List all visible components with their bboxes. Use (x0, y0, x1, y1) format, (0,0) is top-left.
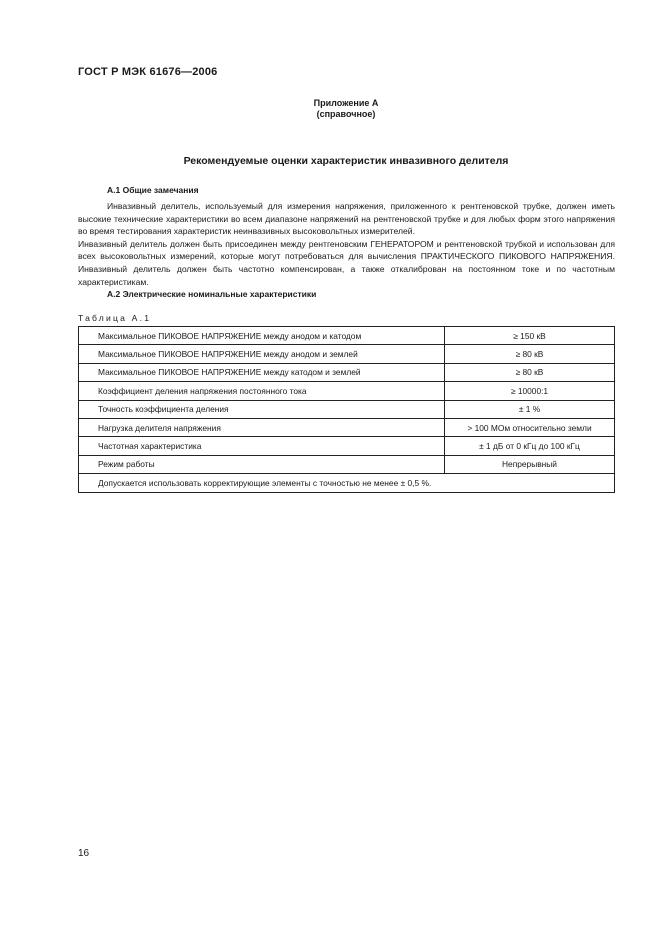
param-cell: Максимальное ПИКОВОЕ НАПРЯЖЕНИЕ между анодом и катодом (79, 327, 445, 345)
value-cell: ± 1 % (445, 400, 615, 418)
specs-table (78, 326, 615, 493)
table-row (79, 418, 615, 436)
param-cell: Коэффициент деления напряжения постоянного тока (79, 382, 445, 400)
document-header: ГОСТ Р МЭК 61676—2006 (78, 66, 218, 78)
param-cell: Нагрузка делителя напряжения (79, 418, 445, 436)
value-cell: ≥ 10000:1 (445, 382, 615, 400)
section-a1-heading: А.1 Общие замечания (107, 185, 199, 195)
paragraph-general-1: Инвазивный делитель, используемый для измерения напряжения, приложенного к рентгеновской трубке, должен иметь высокие технические характеристики во всем диапазоне напряжений на рентгеновской трубке и для любых форм этого напряжения во время тестирования характеристик неинвазивных высоковольтных измерителей. (78, 201, 615, 237)
value-cell: Непрерывный (445, 455, 615, 473)
value-cell: ≥ 150 кВ (445, 327, 615, 345)
value-cell: ≥ 80 кВ (445, 345, 615, 363)
param-cell: Точность коэффициента деления (79, 400, 445, 418)
body-text (78, 200, 615, 288)
table-row (79, 400, 615, 418)
table-caption: Таблица А.1 (78, 313, 152, 323)
table-row (79, 327, 615, 345)
table-row (79, 363, 615, 381)
param-cell: Максимальное ПИКОВОЕ НАПРЯЖЕНИЕ между катодом и землей (79, 363, 445, 381)
param-cell: Максимальное ПИКОВОЕ НАПРЯЖЕНИЕ между анодом и землей (79, 345, 445, 363)
table-note: Допускается использовать корректирующие элементы с точностью не менее ± 0,5 %. (79, 474, 615, 493)
table-row (79, 345, 615, 363)
value-cell: ≥ 80 кВ (445, 363, 615, 381)
page-number: 16 (78, 848, 90, 859)
table-row (79, 455, 615, 473)
section-a2-heading: А.2 Электрические номинальные характеристики (107, 289, 317, 299)
param-cell: Режим работы (79, 455, 445, 473)
table-note-row (79, 474, 615, 493)
table-row (79, 437, 615, 455)
annex-subtitle: (справочное) (316, 109, 376, 119)
document-title: Рекомендуемые оценки характеристик инвазивного делителя (183, 155, 509, 167)
paragraph-general-2: Инвазивный делитель должен быть присоединен между рентгеновским ГЕНЕРАТОРОМ и рентгеновской трубкой и использован для всех высоковольтных измерений, которые могут потребоваться для вычисления ПРАКТИЧЕСКОГО ПИКОВОГО НАПРЯЖЕНИЯ. Инвазивный делитель должен быть частотно компенсирован, а также откалиброван на постоянном токе и по частотным характеристикам. (78, 238, 615, 287)
value-cell: ± 1 дБ от 0 кГц до 100 кГц (445, 437, 615, 455)
table-row (79, 382, 615, 400)
value-cell: > 100 МОм относительно земли (445, 418, 615, 436)
annex-title: Приложение А (313, 98, 379, 108)
param-cell: Частотная характеристика (79, 437, 445, 455)
